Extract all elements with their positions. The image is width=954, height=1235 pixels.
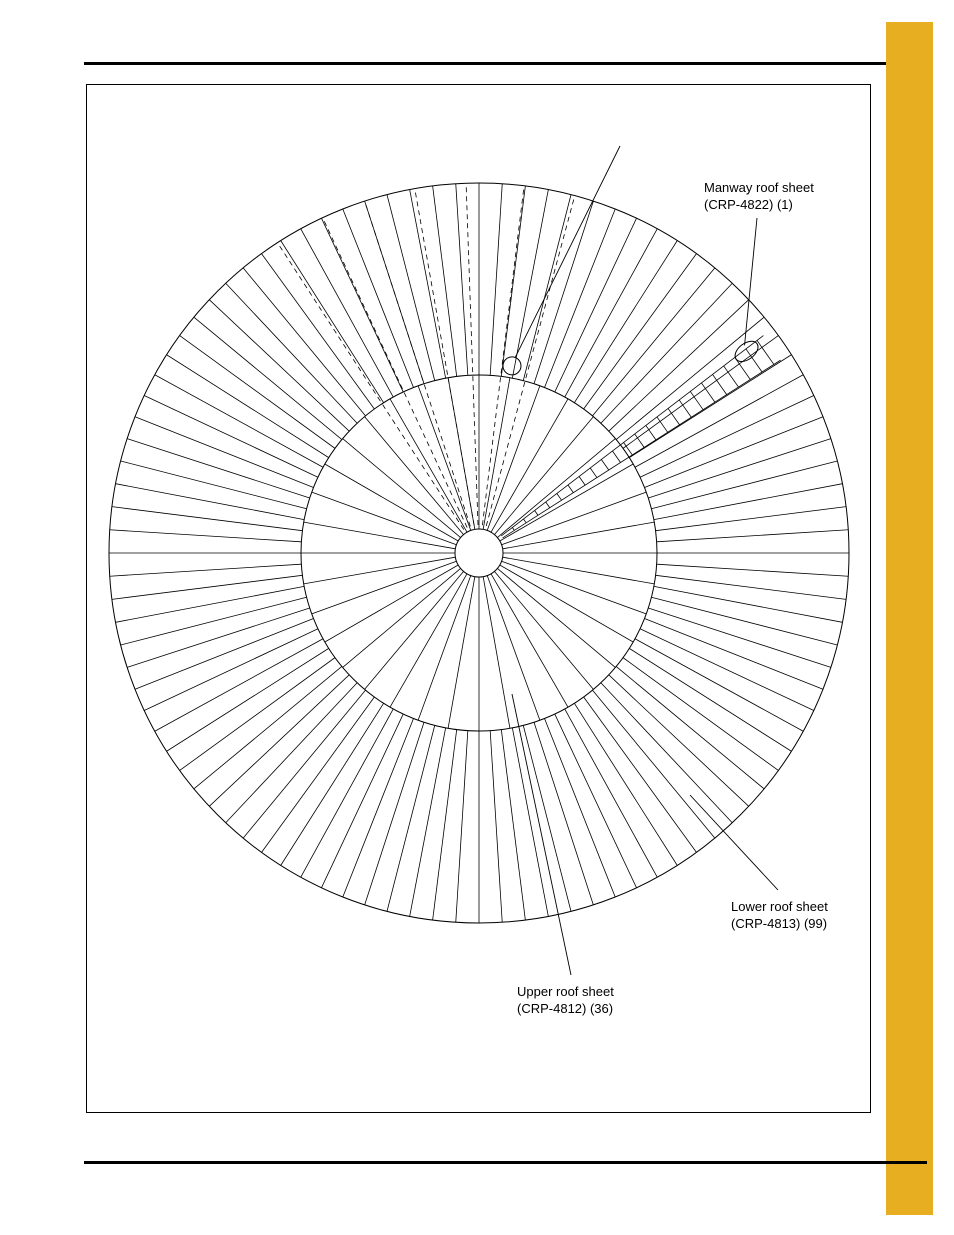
upper-sheet-callout-part: (CRP-4812) (36) [517, 1001, 614, 1016]
lower-sheet-seam [656, 575, 846, 599]
lower-sheet-seam [243, 690, 365, 838]
lower-sheet-seam [640, 629, 814, 711]
lower-sheet-leader-line [690, 795, 778, 890]
lower-sheet-seam [654, 484, 843, 520]
lower-sheet-seam [321, 714, 403, 888]
lower-sheet-seam [534, 722, 593, 905]
lower-sheet-seam [640, 395, 814, 477]
lower-sheet-seam [343, 719, 414, 898]
lower-sheet-seam [501, 186, 525, 376]
ladder-rung [746, 349, 762, 372]
ladder-rung [557, 493, 562, 500]
ladder-rung [512, 527, 514, 530]
lower-sheet-seam [545, 209, 616, 388]
dashed-guide-line [486, 199, 573, 525]
ladder-rung [535, 510, 538, 515]
lower-sheet-callout-part: (CRP-4813) (99) [731, 916, 828, 931]
lower-sheet-seam [110, 564, 302, 576]
lower-sheet-seam [127, 439, 310, 498]
lower-sheet-seam [657, 530, 849, 542]
lower-sheet-seam [523, 195, 571, 381]
lower-sheet-seam [387, 725, 435, 911]
lower-sheet-seam [112, 575, 302, 599]
upper-sheet-callout [517, 983, 614, 1017]
lower-sheet-seam [135, 619, 314, 690]
manway-leader-line [745, 218, 757, 345]
dashed-guide-line [466, 183, 478, 525]
ladder-rung [757, 340, 774, 364]
lower-sheet-seam [651, 597, 837, 645]
ladder-rungs [501, 336, 780, 538]
lower-sheet-seam [116, 586, 305, 622]
vent-leader-line [515, 146, 620, 358]
manway-callout-name: Manway roof sheet [704, 180, 814, 195]
lower-sheet-seam [167, 355, 329, 458]
ladder-rung [701, 383, 714, 402]
panel-seams [109, 183, 849, 923]
lower-sheet-seam [629, 355, 791, 458]
lower-sheet-seam [616, 317, 764, 439]
dashed-guide-line [365, 201, 471, 526]
lower-sheet-seam [321, 218, 403, 392]
upper-sheet-leader-line [512, 694, 571, 975]
lower-sheet-seam [545, 719, 616, 898]
lower-sheet-seam [433, 730, 457, 920]
lower-sheet-seam [648, 439, 831, 498]
lower-sheet-seam [601, 283, 732, 423]
ladder-rung [646, 425, 656, 439]
lower-sheet-callout [731, 898, 828, 932]
lower-sheet-seam [144, 629, 318, 711]
lower-sheet-seam [648, 608, 831, 667]
lower-sheet-seam [490, 731, 502, 923]
lower-sheet-seam [616, 666, 764, 788]
dashed-guide-line [277, 243, 463, 530]
ladder-rung [579, 476, 585, 485]
lower-sheet-seam [490, 184, 502, 376]
dashed-guide-line [482, 190, 523, 525]
lower-sheet-seam [144, 395, 318, 477]
lower-sheet-seam [110, 530, 302, 542]
ladder-rung [690, 391, 703, 409]
lower-sheet-seam [601, 683, 732, 823]
lower-sheet-seam [135, 417, 314, 488]
lower-sheet-seam [365, 722, 424, 905]
lower-sheet-seam [456, 184, 468, 376]
lower-sheet-seam [112, 507, 302, 531]
lower-sheet-seam [387, 195, 435, 381]
lower-sheet-seam [343, 209, 414, 388]
manway-oval [731, 337, 761, 365]
lower-sheet-seam [654, 586, 843, 622]
lower-sheet-seam [512, 728, 548, 917]
ladder-rung [612, 451, 620, 463]
lower-sheet-seam [456, 731, 468, 923]
lower-sheet-seam [555, 714, 637, 888]
lower-sheet-seam [209, 300, 349, 431]
ladder-rung [657, 417, 668, 432]
lower-sheet-callout-name: Lower roof sheet [731, 899, 828, 914]
ladder-rung [590, 468, 597, 478]
lower-sheet-seam [512, 190, 548, 379]
lower-sheet-seam [592, 690, 714, 838]
lower-sheet-seam [243, 268, 365, 416]
ladder-rung [568, 485, 573, 493]
lower-sheet-seam [121, 597, 307, 645]
center-hub [455, 529, 503, 577]
ladder-rung [523, 519, 526, 523]
lower-sheet-seam [656, 507, 846, 531]
upper-sheet-callout-name: Upper roof sheet [517, 984, 614, 999]
lower-sheet-seam [194, 317, 342, 439]
lower-sheet-seam [629, 648, 791, 751]
manway-callout-part: (CRP-4822) (1) [704, 197, 793, 212]
lower-sheet-seam [574, 703, 677, 865]
lower-sheet-seam [410, 728, 446, 917]
ladder-rail [503, 360, 781, 538]
lower-sheet-seam [609, 300, 749, 431]
lower-sheet-seam [651, 461, 837, 509]
lower-sheet-seam [127, 608, 310, 667]
lower-sheet-seam [167, 648, 329, 751]
lower-sheet-seam [116, 484, 305, 520]
lower-sheet-seam [121, 461, 307, 509]
vent-circle [503, 357, 521, 375]
lower-sheet-seam [555, 218, 637, 392]
lower-sheet-seam [574, 241, 677, 403]
lower-sheet-seam [645, 417, 824, 488]
manway-callout [704, 179, 814, 213]
lower-sheet-seam [592, 268, 714, 416]
lower-sheet-seam [281, 241, 384, 403]
lower-sheet-seam [433, 186, 457, 376]
lower-sheet-seam [194, 666, 342, 788]
ladder-rung [724, 366, 739, 387]
lower-sheet-seam [209, 675, 349, 806]
lower-sheet-seam [281, 703, 384, 865]
ladder-rung [713, 374, 727, 394]
lower-sheet-seam [645, 619, 824, 690]
ladder-rung [668, 408, 679, 424]
lower-sheet-seam [410, 190, 446, 379]
lower-sheet-seam [523, 725, 571, 911]
ladder-rung [601, 459, 608, 470]
lower-sheet-seam [657, 564, 849, 576]
lower-sheet-seam [226, 683, 357, 823]
lower-sheet-seam [226, 283, 357, 423]
dashed-guide-line [323, 218, 468, 528]
lower-sheet-seam [609, 675, 749, 806]
lower-sheet-seam [534, 201, 593, 384]
bottom-rule [84, 1161, 927, 1164]
ladder-rung [679, 400, 691, 417]
ladder-rung [546, 502, 550, 508]
lower-sheet-seam [501, 730, 525, 920]
